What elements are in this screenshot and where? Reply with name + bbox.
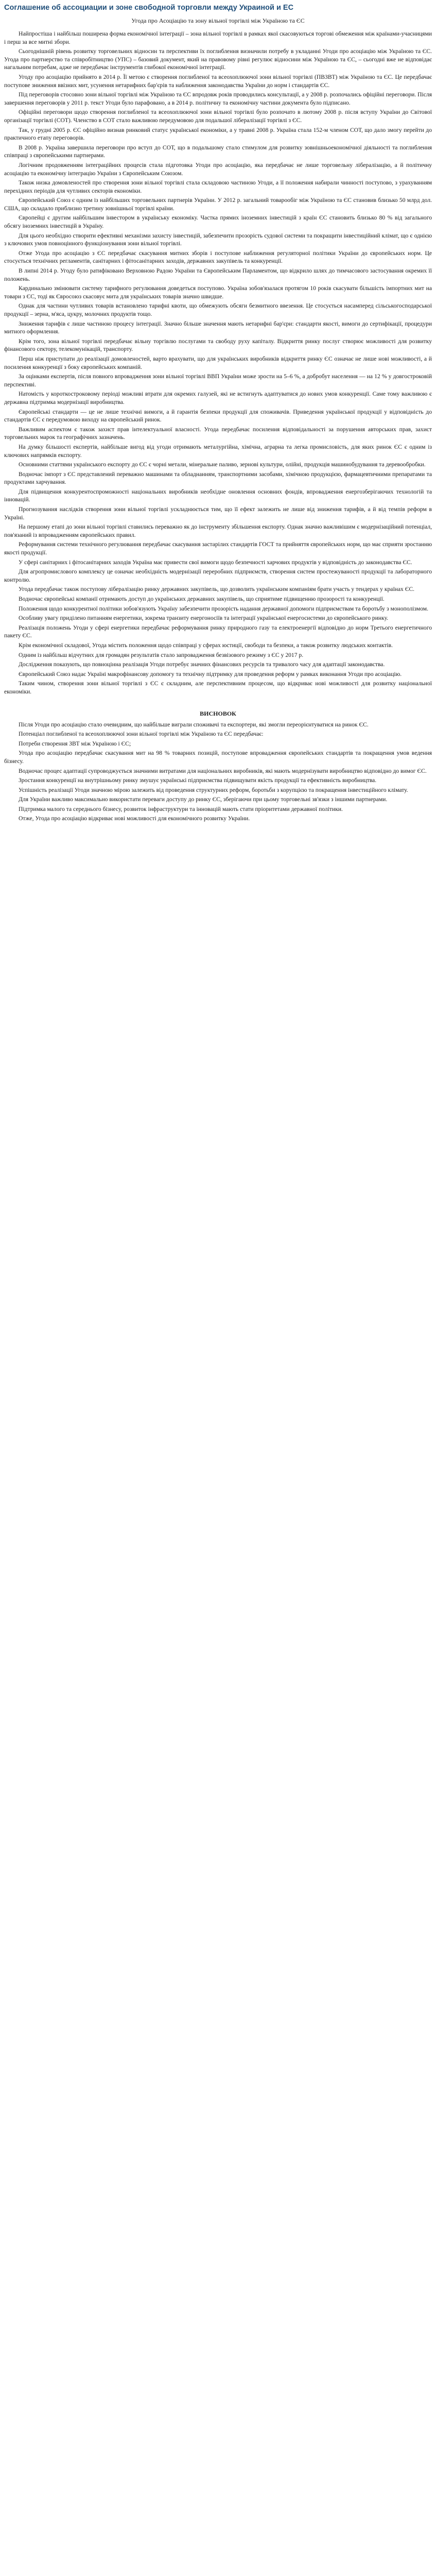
paragraph: Одним із найбільш відчутних для громадян результатів стало запровадження безвізового режиму з ЄС у 2017 р. [19,651,304,658]
document-subtitle: Угода про Асоціацію та зону вільної торгівлі між Україною та ЄС [131,17,305,24]
paragraph: Угода передбачає також поступову лібералізацію ринку державних закупівель, що дозволить українським компаніям брати участь у тендерах у країнах ЄС. [19,586,414,593]
paragraph: Для України важливо максимально використати переваги доступу до ринку ЄС, зберігаючи при цьому торговельні зв'язки з іншими партнерами. [19,796,388,803]
paragraph: Угоду про асоціацію прийнято в 2014 р. Її метою є створення поглибленої та всеохоплюючої зони вільної торгівлі (ПВЗВТ) між Україною та ЄС. Це передбачає поступове зниження ввізних мит, усунення нетарифних бар'єрів та наближення законодавства України до норм і стандартів ЄС. [4,73,432,89]
paragraph: Офіційні переговори щодо створення поглибленої та всеохоплюючої зони вільної торгівлі було розпочато в лютому 2008 р. після вступу України до Світової організації торгівлі (СОТ). Членство в СОТ стало важливою передумовою для подальшої лібералізації торгівлі з ЄС. [4,109,432,124]
paragraph: Європейський Союз є одним із найбільших торговельних партнерів України. У 2012 р. загальний товарообіг між Україною та ЄС становив близько 50 млрд дол. США, що складало приблизно третину зовнішньої торгівлі країни. [4,197,432,212]
paragraph: Натомість у короткостроковому періоді можливі втрати для окремих галузей, які не встигнуть адаптуватися до нових умов конкуренції. Саме тому важливою є державна підтримка модернізації виробництва. [4,391,432,405]
paragraph: На першому етапі до зони вільної торгівлі ставились переважно як до інструменту збільшення експорту. Однак значно важливішим є модернізаційний потенціал, пов'язаний із впровадженням європейських правил. [4,523,432,538]
paragraph: Так, у грудні 2005 р. ЄС офіційно визнав ринковий статус української економіки, а у травні 2008 р. Україна стала 152-м членом СОТ, що дало змогу перейти до практичного етапу переговорів. [4,126,432,142]
paragraph: Дослідження показують, що повноцінна реалізація Угоди потребує значних фінансових ресурсів та тривалого часу для адаптації законодавства. [19,661,385,668]
paragraph: Кардинально змінювати систему тарифного регулювання доведеться поступово. Україна зобов'язалася протягом 10 років скасувати більшість імпортних мит на товари з ЄС, тоді як Євросоюз скасовує мита для українських товарів значно швидше. [4,285,432,300]
paragraph: Отже Угода про асоціацію з ЄС передбачає скасування митних зборів і поступове наближення регуляторної політики України до європейських норм. Це стосується технічних регламентів, санітарних і фітосанітарних заходів, державних закупівель та конкуренції. [4,249,432,265]
page-footer-gap [4,824,432,845]
paragraph: Важливим аспектом є також захист прав інтелектуальної власності. Угода передбачає посилення відповідальності за порушення авторських прав, захист торговельних марок та географічних зазначень. [4,426,432,441]
paragraph: Крім того, зона вільної торгівлі передбачає вільну торгівлю послугами та свободу руху капіталу. Відкриття ринку послуг створює можливості для розвитку фінансового сектору, телекомунікацій, транспорту. [4,337,432,353]
paragraph: Реалізація положень Угоди у сфері енергетики передбачає реформування ринку природного газу та електроенергії відповідно до норм Третього енергетичного пакету ЄС. [4,624,432,639]
paragraph: Після Угоди про асоціацію стало очевидним, що найбільше виграли споживачі та експортери, які змогли переорієнтуватися на ринок ЄС. [19,721,369,728]
paragraph: На думку більшості експертів, найбільше вигод від угоди отримають металургійна, хімічна, аграрна та легка промисловість, для яких ринок ЄС є одним із ключових напрямків експорту. [4,443,432,459]
paragraph: В 2008 р. Україна завершила переговори про вступ до СОТ, що в подальшому стало стимулом для розвитку зовнішньоекономічної діяльності та поглиблення співпраці з європейськими партнерами. [4,144,432,159]
paragraph: Логічним продовженням інтеграційних процесів стала підготовка Угоди про асоціацію, яка передбачає не лише торговельну лібералізацію, а й політичну асоціацію та економічну інтеграцію України з Європейським Союзом. [4,161,432,177]
paragraph: Водночас європейські компанії отримають доступ до українських державних закупівель, що сприятиме підвищенню прозорості та конкуренції. [19,596,385,602]
conclusion-heading: ВИСНОВОК [200,709,236,717]
paragraph: В липні 2014 р. Угоду було ратифіковано Верховною Радою України та Європейським Парламентом, що відкрило шлях до тимчасового застосування окремих її положень. [4,267,432,282]
paragraph: Крім економічної складової, Угода містить положення щодо співпраці у сферах юстиції, свободи та безпеки, а також розвитку людських контактів. [19,641,393,649]
paragraph: Потреби створення ЗВТ між Україною і ЄС; [19,740,131,747]
paragraph: Для агропромислового комплексу це означає необхідність модернізації переробних підприємств, створення систем простежуваності продукції та лабораторного контролю. [4,568,432,583]
paragraph: Для цього необхідно створити ефективні механізми захисту інвестицій, забезпечити прозорість судової системи та покращити інвестиційний клімат, що є однією з ключових умов повноцінного функціонування зони вільної торгівлі. [4,232,432,247]
paragraph: Європейський Союз надає Україні макрофінансову допомогу та технічну підтримку для проведення реформ у рамках виконання Угоди про асоціацію. [19,670,402,677]
paragraph: Найпростіша і найбільш поширена форма економічної інтеграції – зона вільної торгівлі в рамках якої скасовуються торгові обмеження між країнами-учасницями і перш за все митні збори. [4,30,432,45]
paragraph: За оцінками експертів, після повного впровадження зони вільної торгівлі ВВП України може зрости на 5–6 %, а добробут населення — на 12 % у довгостроковій перспективі. [4,373,432,388]
paragraph: Водночас імпорт з ЄС представлений переважно машинами та обладнанням, транспортними засобами, хімічною продукцією, фармацевтичними препаратами та продуктами харчування. [4,470,432,486]
document-body [4,30,432,696]
paragraph: Зростання конкуренції на внутрішньому ринку змушує українські підприємства підвищувати якість продукції та ефективність виробництва. [19,777,377,784]
paragraph: Реформування системи технічного регулювання передбачає скасування застарілих стандартів ГОСТ та прийняття європейських норм, що має сприяти зростанню якості продукції. [4,541,432,556]
paragraph: Під переговорів стосовно зони вільної торгівлі між Україною та ЄС впродовж років проводились консультації, а у 2008 р. розпочались офіційні переговори. Після завершення переговорів у 2011 р. текст Угоди було парафовано, а в 2014 р. політичну та економічну частини документа було підписано. [4,91,432,106]
paragraph: Положення щодо конкурентної політики зобов'язують Україну забезпечити прозорість надання державної допомоги підприємствам та боротьбу з монополізмом. [19,605,429,612]
paragraph: Водночас процес адаптації супроводжується значними витратами для національних виробників, які мають модернізувати виробництво відповідно до вимог ЄС. [19,767,427,774]
paragraph: Європейці є другим найбільшим інвестором в українську економіку. Частка прямих іноземних інвестицій з країн ЄС становить близько 80 % від загального обсягу іноземних інвестицій в Україну. [4,214,432,230]
paragraph: Перш ніж приступати до реалізації домовленостей, варто врахувати, що для українських виробників відкриття ринку ЄС означає не лише нові можливості, а й посилення конкуренції з боку європейських компаній. [4,355,432,370]
paragraph: Для підвищення конкурентоспроможності національних виробників необхідне оновлення основних фондів, впровадження енергозберігаючих технологій та інновацій. [4,488,432,503]
paragraph: Європейські стандарти — це не лише технічні вимоги, а й гарантія безпеки продукції для споживачів. Приведення української продукції у відповідність до стандартів ЄС є передумовою виходу на європейський ринок. [4,408,432,423]
paragraph: Отже, Угода про асоціацію відкриває нові можливості для економічного розвитку України. [19,815,250,822]
paragraph: Також низка домовленостей про створення зони вільної торгівлі стала складовою частиною Угоди, а її положення набирали чинності поступово, з урахуванням перехідних періодів для чутливих секторів економіки. [4,179,432,194]
paragraph: Потенціал поглибленої та всеохоплюючої зони вільної торгівлі між Україною та ЄС передбачає: [19,731,264,738]
paragraph: Успішність реалізації Угоди значною мірою залежить від проведення структурних реформ, боротьби з корупцією та покращення інвестиційного клімату. [19,786,408,793]
paragraph: Угода про асоціацію передбачає скасування мит на 98 % товарних позицій, поступове впровадження європейських стандартів та покращення умов ведення бізнесу. [4,750,432,765]
paragraph: Таким чином, створення зони вільної торгівлі з ЄС є складним, але перспективним процесом, що відкриває нові можливості для розвитку національної економіки. [4,680,432,695]
paragraph: У сфері санітарних і фітосанітарних заходів Україна має привести свої вимоги щодо безпечності харчових продуктів у відповідність до законодавства ЄС. [19,558,412,566]
paragraph: Однак для частини чутливих товарів встановлено тарифні квоти, що обмежують обсяги безмитного ввезення. Це стосується насамперед сільськогосподарської продукції – зерна, м'яса, цукру, молочних продуктів тощо. [4,302,432,317]
section-spacer [4,698,432,707]
paragraph: Прогнозування наслідків створення зони вільної торгівлі ускладнюється тим, що її ефект залежить не лише від зниження тарифів, а й від темпів реформ в Україні. [4,506,432,521]
document-page [0,0,436,845]
document-title: Соглашение об ассоциации и зоне свободной торговли между Украиной и ЕС [4,4,294,12]
paragraph: Підтримка малого та середнього бізнесу, розвиток інфраструктури та інновацій мають стати пріоритетами державної політики. [19,805,343,812]
paragraph: Зниження тарифів є лише частиною процесу інтеграції. Значно більше значення мають нетарифні бар'єри: стандарти якості, вимоги до сертифікації, процедури митного оформлення. [4,320,432,335]
paragraph: Особливу увагу приділено питанням енергетики, зокрема транзиту енергоносіїв та інтеграції української енергосистеми до європейського ринку. [19,615,389,622]
paragraph: Основними статтями українського експорту до ЄС є чорні метали, мінеральне паливо, зернові культури, олійні, продукція машинобудування та деревообробки. [19,461,426,468]
conclusion-body [4,721,432,823]
paragraph: Сьогоднішній рівень розвитку торговельних відносин та перспективи їх поглиблення визначили потребу в укладанні Угоди про асоціацію між Україною та ЄС. Угода про партнерство та співробітництво (УПС) – базовий документ, який на правовому рівні регулює відносини між Україною та ЄС, – сьогодні вже не відповідає нагальним потребам, адже не передбачає інструментів глибокої економічної інтеграції. [4,48,432,71]
